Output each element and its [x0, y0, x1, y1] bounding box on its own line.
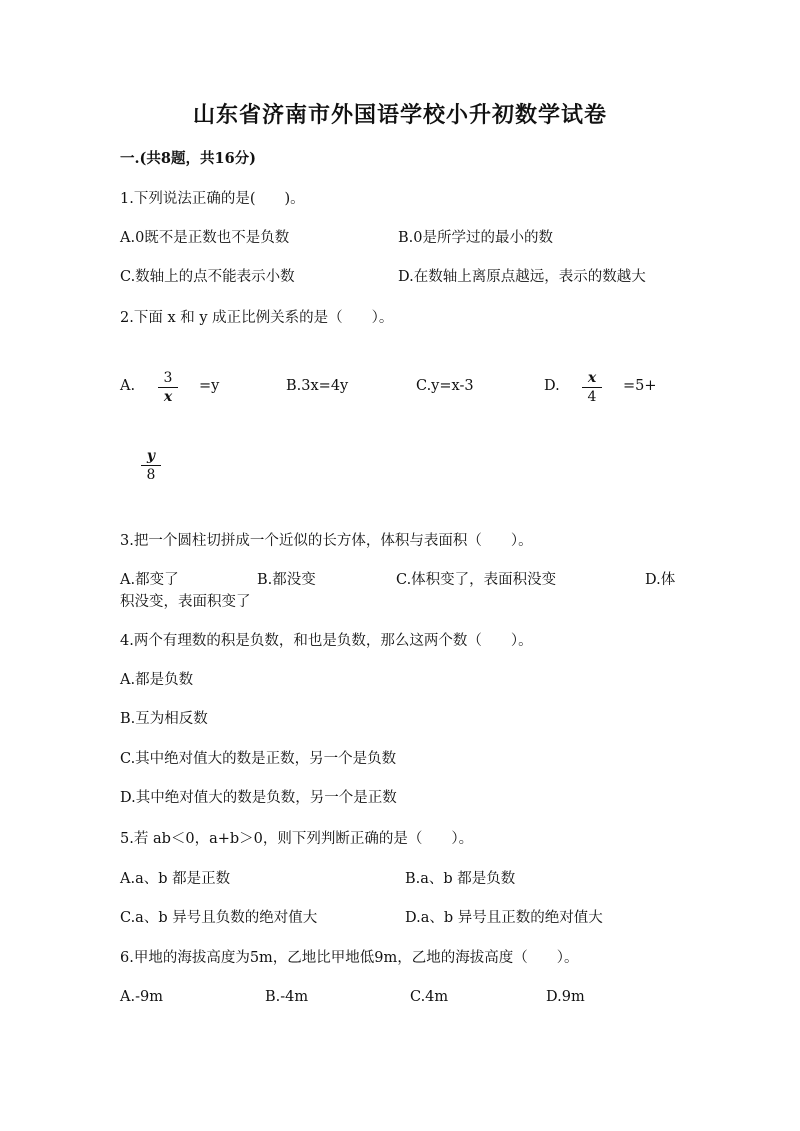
question-1-option-a: A.0既不是正数也不是负数 — [120, 230, 290, 246]
question-6-stem: 6.甲地的海拔高度为5m，乙地比甲地低9m，乙地的海拔高度（ ）。 — [120, 950, 579, 966]
question-3-option-d-part2: 积没变，表面积变了 — [120, 594, 251, 610]
question-2-option-d-rest: =5+ — [623, 378, 657, 394]
question-3-stem: 3.把一个圆柱切拼成一个近似的长方体，体积与表面积（ ）。 — [120, 533, 533, 549]
question-4-option-d: D.其中绝对值大的数是负数，另一个是正数 — [120, 790, 397, 806]
question-4-option-a: A.都是负数 — [120, 672, 194, 688]
question-5-option-a: A.a、b 都是正数 — [120, 871, 231, 887]
fraction-denominator: 4 — [587, 389, 597, 405]
exam-title: 山东省济南市外国语学校小升初数学试卷 — [192, 102, 607, 128]
fraction-bar — [141, 465, 161, 466]
question-2-option-d-label: D. — [544, 378, 560, 394]
fraction-bar — [158, 387, 178, 388]
question-2-option-d-fraction-2 — [141, 448, 161, 483]
question-2-option-a-label: A. — [120, 378, 136, 394]
question-2-option-c: C.y=x-3 — [416, 378, 474, 394]
question-5-option-b: B.a、b 都是负数 — [405, 871, 516, 887]
question-4-option-b: B.互为相反数 — [120, 711, 208, 727]
question-2-option-a-rest: =y — [199, 378, 220, 394]
question-2-option-b: B.3x=4y — [286, 378, 349, 394]
question-1-option-d: D.在数轴上离原点越远，表示的数越大 — [398, 269, 646, 285]
fraction-denominator: 8 — [146, 467, 156, 483]
question-3-option-a: A.都变了 — [120, 572, 179, 588]
question-5-option-d: D.a、b 异号且正数的绝对值大 — [405, 910, 603, 926]
question-3-option-c: C.体积变了，表面积没变 — [396, 572, 557, 588]
fraction-denominator: x — [163, 389, 173, 405]
question-1-option-b: B.0是所学过的最小的数 — [398, 230, 553, 246]
question-2-option-d-fraction — [582, 370, 602, 405]
question-6-option-a: A.-9m — [120, 989, 163, 1005]
question-1-option-c: C.数轴上的点不能表示小数 — [120, 269, 295, 285]
fraction-numerator: y — [146, 448, 156, 464]
question-2-option-a-fraction — [158, 370, 178, 405]
question-4-option-c: C.其中绝对值大的数是正数，另一个是负数 — [120, 751, 397, 767]
section-heading: 一.(共8题，共16分) — [120, 150, 257, 167]
question-6-option-d: D.9m — [546, 989, 585, 1005]
question-4-stem: 4.两个有理数的积是负数，和也是负数，那么这两个数（ ）。 — [120, 633, 533, 649]
fraction-bar — [582, 387, 602, 388]
question-3-option-d-part1: D.体 — [645, 572, 676, 588]
question-6-option-c: C.4m — [410, 989, 449, 1005]
fraction-numerator: 3 — [163, 370, 173, 386]
question-6-option-b: B.-4m — [265, 989, 309, 1005]
question-3-option-b: B.都没变 — [257, 572, 316, 588]
fraction-numerator: x — [587, 370, 597, 386]
question-1-stem: 1.下列说法正确的是( )。 — [120, 191, 305, 207]
question-5-option-c: C.a、b 异号且负数的绝对值大 — [120, 910, 318, 926]
question-5-stem: 5.若 ab＜0，a+b＞0，则下列判断正确的是（ ）。 — [120, 831, 474, 847]
question-2-stem: 2.下面 x 和 y 成正比例关系的是（ ）。 — [120, 310, 394, 326]
